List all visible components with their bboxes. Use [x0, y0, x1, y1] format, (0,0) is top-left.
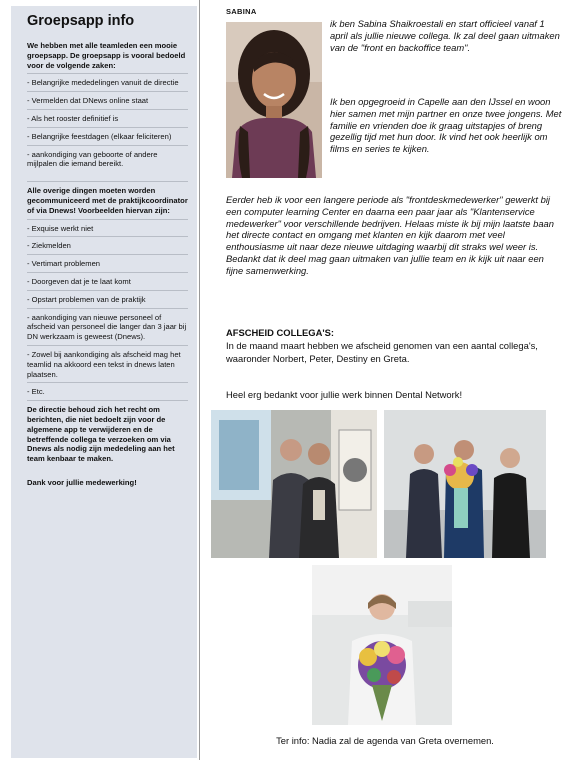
sidebar-closing: Dank voor jullie medewerking!	[27, 477, 137, 487]
list-item: - Opstart problemen van de praktijk	[27, 294, 146, 304]
divider	[27, 382, 188, 383]
list-item: - Vertimart problemen	[27, 259, 101, 269]
divider	[27, 254, 188, 255]
divider	[27, 272, 188, 273]
farewell-photo-group-flowers	[384, 410, 546, 558]
sabina-intro-3: Eerder heb ik voor een langere periode als "frontdeskmedewerker" gewerkt bij een computer learning Center en daarna een paar jaar als "Klantenservice medewerker" voor verschillende bedrijven. Helaas miste ik bij mijn laatste baan het directe contact en omgang met klanten en kijk daarom met veel enthousiasme uit naar deze nieuwe uitdaging waarbij dit straks wel weer is. Bedankt dat ik deel mag gaan uitmaken van jullie team en ik kijk uit naar een fijne samenwerking.	[226, 194, 554, 276]
afscheid-text: In de maand maart hebben we afscheid genomen van een aantal collega's, waaronder Norbert, Peter, Destiny en Greta.	[226, 340, 538, 364]
divider	[27, 127, 188, 128]
divider	[27, 308, 188, 309]
list-item: - Zowel bij aankondiging als afscheid mag het teamlid na akkoord een tekst in dnews laten plaatsen.	[27, 349, 181, 379]
divider	[27, 181, 188, 182]
column-divider	[199, 0, 200, 760]
divider	[27, 73, 188, 74]
list-item: - Belangrijke feestdagen (elkaar feliciteren)	[27, 131, 172, 141]
portrait-photo	[226, 22, 322, 178]
list-item: - aankondiging van geboorte of andere mijlpalen die iemand bereikt.	[27, 149, 158, 169]
divider	[27, 345, 188, 346]
list-item: - Doorgeven dat je te laat komt	[27, 276, 131, 286]
sidebar-other-intro: Alle overige dingen moeten worden gecommuniceerd met de praktijkcoordinator of via Dnews! Voorbeelden hiervan zijn:	[27, 186, 188, 215]
list-item: - Als het rooster definitief is	[27, 113, 119, 123]
sidebar-policy: De directie behoud zich het recht om berichten, die niet bedoelt zijn voor de algemene app te verwijderen en de betreffende collega te verzoeken om via Dnews als nodig zijn mededeling aan het team kenbaar te maken.	[27, 405, 175, 464]
footer-info: Ter info: Nadia zal de agenda van Greta overnemen.	[276, 735, 494, 746]
divider	[27, 400, 188, 401]
list-item: - aankondiging van nieuwe personeel of afscheid van personeel die langer dan 3 jaar bij DN werkzaam is geweest (Dnews).	[27, 312, 187, 342]
sidebar-intro: We hebben met alle teamleden een mooie groepsapp. De groepsapp is vooral bedoeld voor de volgende zaken:	[27, 41, 186, 70]
list-item: - Belangrijke mededelingen vanuit de directie	[27, 78, 179, 88]
sabina-intro-1: ik ben Sabina Shaikroestali en start officieel vanaf 1 april als jullie nieuwe collega. Ik zal deel gaan uitmaken van de "front en backoffice team".	[330, 18, 560, 53]
divider	[27, 109, 188, 110]
divider	[27, 236, 188, 237]
list-item: - Ziekmelden	[27, 241, 71, 251]
list-item: - Exquise werkt niet	[27, 223, 94, 233]
divider	[27, 145, 188, 146]
afscheid-heading: AFSCHEID COLLEGA'S:	[226, 327, 334, 338]
list-item: - Etc.	[27, 387, 45, 397]
divider	[27, 219, 188, 220]
section-label: SABINA	[226, 7, 257, 16]
list-item: - Vermelden dat DNews online staat	[27, 96, 149, 106]
divider	[27, 91, 188, 92]
farewell-photo-two-men	[211, 410, 377, 558]
groepsapp-sidebar	[11, 6, 197, 758]
divider	[27, 290, 188, 291]
sabina-intro-2: Ik ben opgegroeid in Capelle aan den IJssel en woon hier samen met mijn partner en onze twee jongens. Met familie en vrienden doe ik graag uitstapjes of breng gezellig tijd met hun door. Ik vind het ook heerlijk om films en series te kijken.	[330, 96, 562, 155]
farewell-photo-woman-flowers	[312, 565, 452, 725]
afscheid-thanks: Heel erg bedankt voor jullie werk binnen Dental Network!	[226, 389, 463, 400]
sidebar-title: Groepsapp info	[27, 13, 135, 29]
